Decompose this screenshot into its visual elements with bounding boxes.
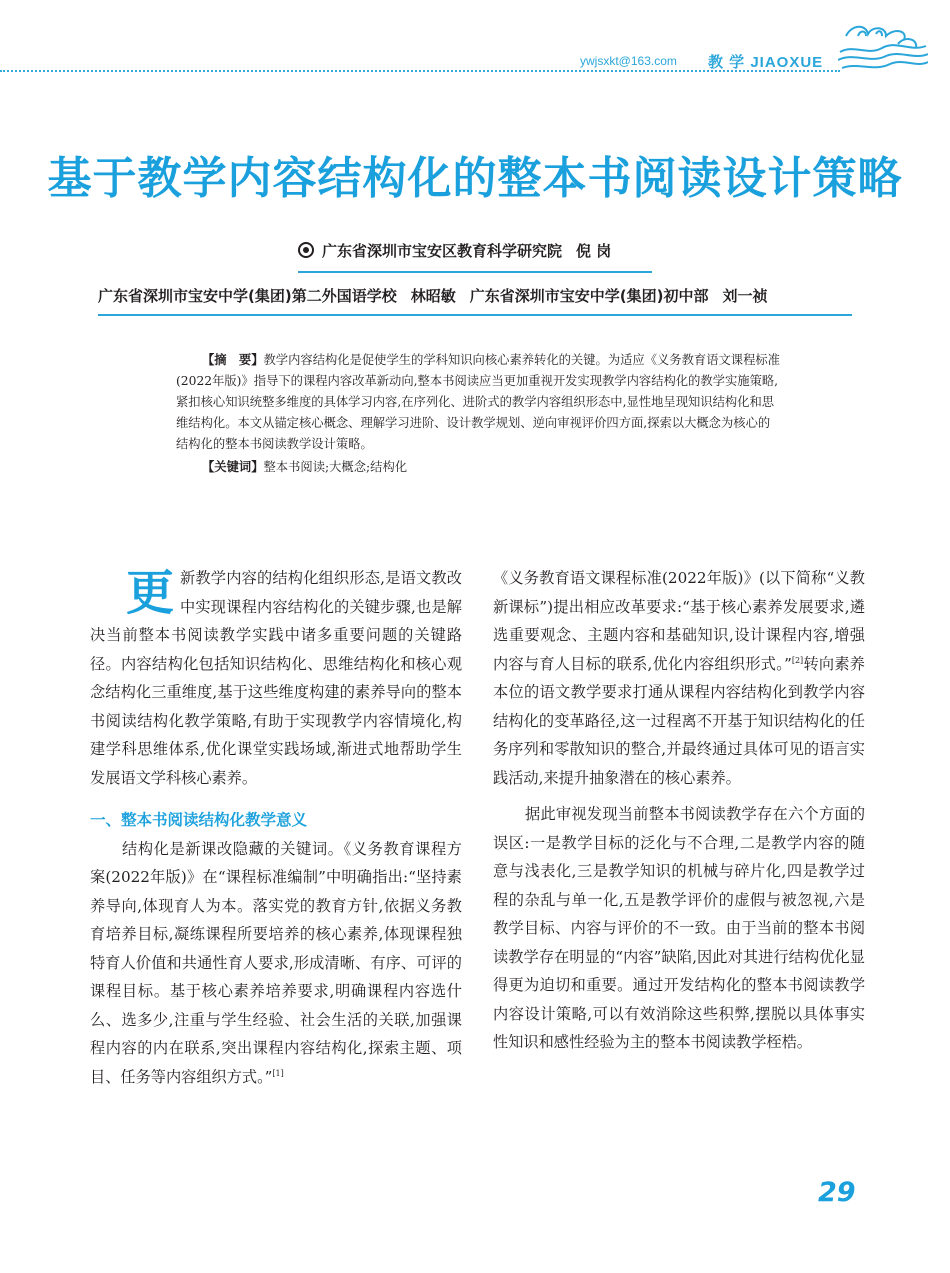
paragraph-1-text: 新教学内容的结构化组织形态,是语文教改中实现课程内容结构化的关键步骤,也是解决当前整本书阅读教学实践中诸多重要问题的关键路径。内容结构化包括知识结构化、思维结构化和核心观念结构化三重维度,基于这些维度构建的素养导向的整本书阅读结构化教学策略,有助于实现教学内容情境化,构建学科思维体系,优化课堂实践场域,渐进式地帮助学生发展语文学科核心素养。 (90, 569, 462, 787)
wave-cloud-icon (838, 18, 928, 78)
paragraph-3b-text: 转向素养本位的语文教学要求打通从课程内容结构化到教学内容结构化的变革路径,这一过程离不开基于知识结构化的任务序列和零散知识的整合,并最终通过具体可见的语言实践活动,来提升抽象潜在的核心素养。 (493, 654, 865, 787)
author-rule-2 (98, 314, 852, 316)
reference-1: [1] (272, 1068, 284, 1078)
paragraph-3a-text: 《义务教育语文课程标准(2022年版)》(以下简称“义教新课标”)提出相应改革要求:“基于核心素养发展要求,遴选重要观念、主题内容和基础知识,设计课程内容,增强内容与育人目标的联系,优化内容组织形式。” (493, 569, 865, 673)
abstract-text (176, 350, 780, 455)
paragraph-1 (90, 564, 462, 792)
keywords-label: 【关键词】 (202, 460, 264, 474)
header-section-label: 教 学 JIAOXUE (708, 54, 824, 71)
circle-bullet-icon (298, 242, 314, 258)
reference-2: [2] (791, 655, 804, 665)
author-rule-1 (298, 271, 652, 273)
left-column (90, 564, 462, 1091)
section-heading-1: 一、整本书阅读结构化教学意义 (90, 811, 308, 829)
abstract-label: 【摘 要】 (202, 353, 264, 367)
page-number: 29 (818, 1177, 856, 1208)
abstract-body: 教学内容结构化是促使学生的学科知识向核心素养转化的关键。为适应《义务教育语文课程标准(2022年版)》指导下的课程内容改革新动向,整本书阅读应当更加重视开发实现教学内容结构化的教学实施策略,紧扣核心知识统整多维度的具体学习内容,在序列化、进阶式的教学内容组织形态中,显性地呈现知识结构化和思维结构化。本文从锚定核心概念、理解学习进阶、设计教学规划、逆向审视评价四方面,探索以大概念为核心的结构化的整本书阅读教学设计策略。 (176, 353, 780, 451)
article-title: 基于教学内容结构化的整本书阅读设计策略 (47, 153, 903, 204)
author2-name: 林昭敏 (410, 287, 456, 305)
author-line-1 (298, 240, 611, 261)
author2-org: 广东省深圳市宝安中学(集团)第二外国语学校 (98, 287, 397, 305)
header-email: ywjsxkt@163.com (580, 54, 677, 68)
abstract-block (176, 350, 780, 478)
author3-org: 广东省深圳市宝安中学(集团)初中部 (469, 287, 709, 305)
keywords-line (202, 457, 780, 478)
author3-name: 刘一祯 (722, 287, 768, 305)
paragraph-4: 据此审视发现当前整本书阅读教学存在六个方面的误区:一是教学目标的泛化与不合理,二是教学内容的随意与浅表化,三是教学知识的机械与碎片化,四是教学过程的杂乱与单一化,五是教学评价的虚假与被忽视,六是教学目标、内容与评价的不一致。由于当前的整本书阅读教学存在明显的“内容”缺陷,因此对其进行结构优化显得更为迫切和重要。通过开发结构化的整本书阅读教学内容设计策略,可以有效消除这些积弊,摆脱以具体事实性知识和感性经验为主的整本书阅读教学桎梏。 (493, 805, 865, 1051)
keywords-text: 整本书阅读;大概念;结构化 (263, 460, 408, 474)
paragraph-2 (90, 835, 462, 1092)
author-line-2 (98, 285, 767, 306)
drop-cap: 更 (126, 565, 175, 621)
paragraph-3 (493, 564, 865, 792)
paragraph-2-text: 结构化是新课改隐藏的关键词。《义务教育课程方案(2022年版)》在“课程标准编制”中明确指出:“坚持素养导向,体现育人为本。落实党的教育方针,依据义务教育培养目标,凝练课程所要培养的核心素养,体现课程独特育人价值和共通性育人要求,形成清晰、有序、可评的课程目标。基于核心素养培养要求,明确课程内容选什么、选多少,注重与学生经验、社会生活的关联,加强课程内容的内在联系,突出课程内容结构化,探索主题、项目、任务等内容组织方式。” (90, 839, 462, 1086)
author1-org: 广东省深圳市宝安区教育科学研究院 (322, 242, 563, 260)
author1-name: 倪 岗 (576, 242, 612, 260)
right-column (493, 564, 865, 1057)
